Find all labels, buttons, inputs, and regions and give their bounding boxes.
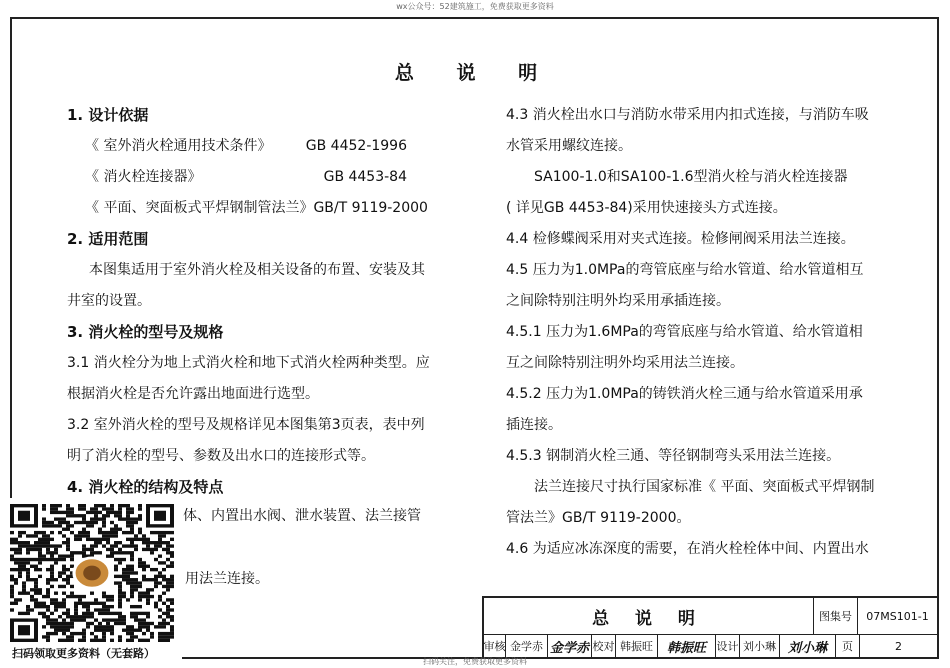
reviewer-name: 金学赤 (506, 635, 548, 657)
standard-code: GB/T 9119-2000 (313, 200, 428, 216)
paragraph-line: ( 详见GB 4453-84)采用快速接头方式连接。 (506, 200, 787, 216)
checker-name: 韩振旺 (616, 635, 658, 657)
signature-row (484, 635, 937, 657)
top-watermark: wx公众号：52建筑施工，免费获取更多资料 (396, 2, 554, 11)
paragraph-line: 4.5 压力为1.0MPa的弯管底座与给水管道、给水管道相互 (506, 262, 864, 278)
standard-code: GB 4452-1996 (305, 138, 407, 154)
paragraph-line: 水管采用螺纹连接。 (506, 138, 632, 154)
paragraph-line: 4.5.3 钢制消火栓三通、等径钢制弯头采用法兰连接。 (506, 448, 841, 464)
title-block (482, 596, 939, 659)
title-block-title: 总 说 明 (484, 598, 814, 635)
review-label: 审核 (484, 635, 506, 657)
standard-row (67, 162, 407, 193)
standard-code: GB 4453-84 (323, 169, 407, 185)
right-column (506, 100, 875, 565)
section-3-heading: 3. 消火栓的型号及规格 (67, 323, 224, 341)
paragraph-fragment: 体、内置出水阀、泄水装置、法兰接管 (183, 508, 421, 524)
standard-name: 《 平面、突面板式平焊钢制管法兰》 (85, 200, 314, 216)
paragraph-line: 插连接。 (506, 417, 562, 433)
standard-row (67, 193, 428, 224)
paragraph-line: 本图集适用于室外消火栓及相关设备的布置、安装及其 (89, 262, 425, 278)
designer-name: 刘小琳 (740, 635, 780, 657)
left-column (67, 100, 430, 503)
check-label: 校对 (592, 635, 616, 657)
standard-name: 《 室外消火栓通用技术条件》 (85, 138, 272, 154)
design-label: 设计 (716, 635, 740, 657)
page-number: 2 (895, 639, 902, 653)
section-2-heading: 2. 适用范围 (67, 230, 149, 248)
paragraph-line: 明了消火栓的型号、参数及出水口的连接形式等。 (67, 448, 375, 464)
standard-name: 《 消火栓连接器》 (85, 169, 202, 185)
paragraph-line: 井室的设置。 (67, 293, 151, 309)
standard-row (67, 131, 407, 162)
bottom-watermark: 扫码关注，免费获取更多资料 (423, 657, 527, 666)
paragraph-line: 4.6 为适应冰冻深度的需要，在消火栓栓体中间、内置出水 (506, 541, 869, 557)
paragraph-line: 3.2 室外消火栓的型号及规格详见本图集第3页表，表中列 (67, 417, 425, 433)
page-title: 总 说 明 (394, 62, 556, 84)
page-label: 页 (836, 635, 860, 657)
qr-caption: 扫码领取更多资料（无套路） (12, 647, 155, 660)
atlas-number-label: 图集号 (814, 598, 858, 635)
qr-overlay[interactable] (0, 498, 182, 668)
paragraph-line: 4.5.1 压力为1.6MPa的弯管底座与给水管道、给水管道相 (506, 324, 863, 340)
paragraph-fragment: 用法兰连接。 (185, 571, 269, 587)
atlas-number: 07MS101-1 (858, 598, 937, 635)
paragraph-line: 4.4 检修蝶阀采用对夹式连接。检修闸阀采用法兰连接。 (506, 231, 855, 247)
paragraph-line: 法兰连接尺寸执行国家标准《 平面、突面板式平焊钢制 (534, 479, 875, 495)
section-4-heading: 4. 消火栓的结构及特点 (67, 478, 224, 496)
paragraph-line: SA100-1.0和SA100-1.6型消火栓与消火栓连接器 (534, 169, 848, 185)
paragraph-line: 管法兰》GB/T 9119-2000。 (506, 510, 691, 526)
checker-signature: 韩振旺 (658, 635, 716, 657)
designer-signature: 刘小琳 (780, 635, 836, 657)
section-1-heading: 1. 设计依据 (67, 106, 149, 124)
paragraph-line: 之间除特别注明外均采用承插连接。 (506, 293, 730, 309)
paragraph-line: 4.5.2 压力为1.0MPa的铸铁消火栓三通与给水管道采用承 (506, 386, 863, 402)
paragraph-line: 互之间除特别注明外均采用法兰连接。 (506, 355, 744, 371)
paragraph-line: 3.1 消火栓分为地上式消火栓和地下式消火栓两种类型。应 (67, 355, 430, 371)
paragraph-line: 根据消火栓是否允许露出地面进行选型。 (67, 386, 319, 402)
qr-code-icon[interactable] (10, 504, 174, 642)
reviewer-signature: 金学赤 (548, 635, 592, 657)
paragraph-line: 4.3 消火栓出水口与消防水带采用内扣式连接，与消防车吸 (506, 107, 869, 123)
